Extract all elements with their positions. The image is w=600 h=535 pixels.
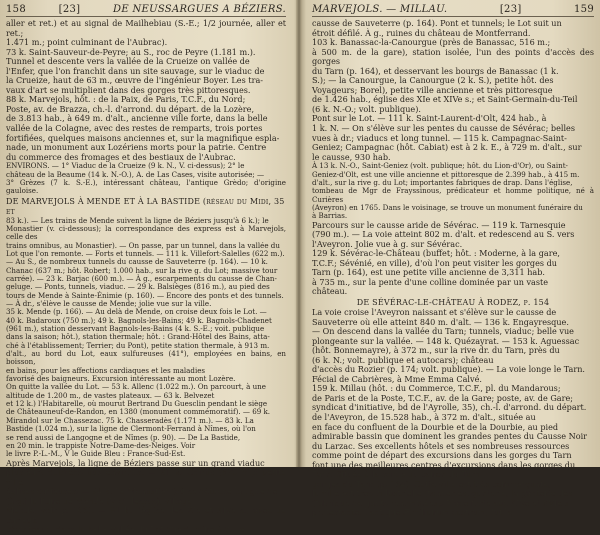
text-line: On quitte la vallée du Lot. — 53 k. Allenc (1.022 m.). On parcourt, à une <box>6 382 266 392</box>
text-line: la ville est très industrielle (tanneries, ganterie, la ganterie des <box>312 488 573 499</box>
text-line: Sauveterre où elle atteint 840 m. d'alt. — 136 k. Engayresque. <box>312 316 569 327</box>
right-page <box>302 0 600 518</box>
text-line: d'alt., au bord du Lot, eaux sulfureuses (41°), employées en bains, en boisson, <box>6 349 286 367</box>
text-line: château de la Beaume (14 k. N.-O.), A. de Las Cases, visite autorisée; — <box>6 169 265 179</box>
text-line: À 13 k. N.-O., Saint-Geniez (volt. publique; hôt. du Lion-d'Or), ou Saint- <box>312 161 568 171</box>
text-line: fortifiées, quelques maisons anciennes et, sur la magnifique espla- <box>6 132 280 143</box>
text-line: 73 k. Saint-Sauveur-de-Peyre; au S., roc de Peyre (1.181 m.). <box>6 46 256 57</box>
text-line: (Aveyron) en 1765. Dans le voisinage, se trouve un monument funéraire du <box>312 202 583 212</box>
text-line: admirable bassin que dominent les grandes pentes du Causse Noir <box>312 431 588 442</box>
text-line: altitude de 1.200 m., de vastes plateaux. — 63 k. Belvezet <box>6 390 215 400</box>
text-line: de Châteauneuf-de-Randon, en 1380 (monument commémoratif). — 69 k. <box>6 407 271 417</box>
text-line: Après Marvejols, la ligne de Béziers passe sur un grand viaduc <box>6 457 265 468</box>
text-line: d'alt., sur la rive g. du Lot; importantes fabriques de drap. Dans l'église, <box>312 177 573 187</box>
text-line: à Barrias. <box>312 211 348 221</box>
text-line: l'Enfer, que l'on franchit dans un site sauvage, sur le viaduc de <box>6 65 265 76</box>
text-line: font une des meilleures centres d'excursions dans les gorges du <box>312 459 576 470</box>
right-page-number: 159 <box>574 4 594 15</box>
text-line: chapiteaux, dans la belle vallée du Lot que domine à g., le <box>6 524 245 535</box>
text-line: vaux d'art se multiplient dans des gorges très pittoresques. <box>6 84 251 95</box>
text-line: Chanac (637 m.; hôt. Robert; 1.000 hab., sur la rive g. du Lot; massive tour <box>6 265 278 275</box>
text-line: en face du confluent de la Dourbie et de la Dourbie, au pied <box>312 421 559 432</box>
left-page-header <box>6 4 286 17</box>
text-line: Geniez; Campagnac (hôt. Cabiat) est à 2 k. E., à 729 m. d'alt., sur <box>312 142 582 153</box>
text-line: en bains, pour les affections cardiaques et les maladies <box>6 365 206 375</box>
text-line: du Larzac. Ses excellents hôtels et ses nombreuses ressources <box>312 440 570 451</box>
text-line: plongeante sur la vallée. — 148 k. Quézayrat. — 153 k. Aguessac <box>312 335 580 346</box>
text-line: d'accès du Rozier (p. 174; volt. publique). — La voie longe le Tarn. <box>312 364 585 375</box>
text-line: Mende, voir p. 166). — 91 k. l'église des XIe et XIVe s., avec de curieux <box>6 505 286 525</box>
text-line: Parcours sur le causse aride de Sévérac. — 119 k. Tarnesquie <box>312 219 566 230</box>
left-section-heading: DE MARVEJOLS À MENDE ET À LA BASTIDE (réseau du Midi, 35 et <box>6 196 285 216</box>
right-section-heading: DE SÉVÉRAC-LE-CHÂTEAU À RODEZ, p. 154 <box>356 297 550 307</box>
right-small-text <box>312 162 594 220</box>
text-line: vallée de la Colagne, avec des restes de remparts, trois portes <box>6 123 263 134</box>
text-line: églises curieuses. — 94 k. Le Monastier (où se détache la ligne de <box>6 486 278 497</box>
right-page-header <box>312 4 594 17</box>
text-line: Tarn (p. 164), est une petite ville ancienne de 3,311 hab. <box>312 267 545 278</box>
text-line: La voie croise l'Aveyron naissant et s'élève sur le causse de <box>312 306 557 317</box>
text-line: carrée). — 23 k. Barjac (600 m.). — À g., escarpements du causse de Chan- <box>6 273 277 283</box>
right-final-text <box>312 308 594 518</box>
text-line: du commerce des fromages et des bestiaux de l'Aubrac. <box>6 151 236 162</box>
text-line: 159 k. Millau (hôt. : du Commerce, T.C.F., pl. du Mandarous; <box>312 383 561 394</box>
text-line: nade, un monument aux Lozériens morts pour la patrie. Centre <box>6 142 267 153</box>
text-line: le causse, 930 hab. <box>312 151 391 162</box>
text-line: Voyageurs; Borel), petite ville ancienne et très pittoresque <box>312 84 553 95</box>
text-line: Geniez-d'Olt, est une ville ancienne et pittoresque de 2.399 hab., à 415 m. <box>312 169 580 179</box>
text-line: à 735 m., sur la pente d'une colline dominée par un vaste <box>312 276 549 287</box>
text-line: (hôt. Bonnemayre), à 372 m., sur la rive dr. du Tarn, près du <box>312 345 560 356</box>
text-line: le livre P.-L.-M., V le Guide Bleu : France-Sud-Est. <box>6 449 186 459</box>
left-final-text <box>6 459 286 535</box>
text-line: tours de Mende à Sainte-Énimie (p. 160). — Encore des ponts et des tunnels. <box>6 290 284 300</box>
text-line: vues à dr.; viaducs et long tunnel. — 115 k. Campagnac-Saint- <box>312 132 567 143</box>
text-line: Poste, av. de Brazza, ch.-l. d'arrond. du départ. de la Lozère, <box>6 103 255 114</box>
left-section-body <box>6 217 286 459</box>
text-line: de 1.426 hab., église des XIe et XIVe s.; et Saint-Germain-du-Teil <box>312 94 578 105</box>
text-line: — À dr., s'élève le causse de Mende; jolie vue sur la ville. <box>6 299 212 309</box>
text-line: 3° Grèzes (7 k. S.-E.), intéressant château, l'antique Grèdo; d'origine gauloise. <box>6 177 286 196</box>
text-line: Monastier (v. ci-dessous); la correspondance des express est à Marvejols, celle des <box>6 223 286 242</box>
text-line: la Crueize, haut de 63 m., œuvre de l'ingénieur Boyer. Les tra- <box>6 75 263 86</box>
text-line: — On descend dans la vallée du Tarn; tunnels, viaduc; belle vue <box>312 326 574 337</box>
text-line: en 20 min. le trappiste Notre-Dame-des-Neiges. Voir <box>6 440 196 450</box>
text-line: T.C.F.; Sévénié, en ville), d'où l'on peut visiter les gorges du <box>312 257 557 268</box>
left-chapter-marker: [23] <box>58 4 81 15</box>
left-page <box>0 0 296 535</box>
right-chapter-marker: [23] <box>499 4 522 15</box>
text-line: ENVIRONS. — 1° Viaduc de la Crueize (9 k. N., V. ci-dessus); 2° le <box>6 161 245 171</box>
text-line: (961 m.), station desservant Bagnols-les-Bains (4 k. S.-E.; voit. publique <box>6 324 265 334</box>
text-line: dans la saison; hôt.), station thermale; hôt. : Grand-Hôtel des Bains, atta- <box>6 332 270 342</box>
text-line: aller et ret.) et au signal de Mailhebiau (S.-E.; 1/2 journée, aller et ret.; <box>6 18 286 38</box>
text-line: 83 k.). — Les trains de Mende suivent la ligne de Béziers jusqu'à 6 k.); le <box>6 215 269 225</box>
text-line: Bastide (1.024 m.), sur la ligne de Clermont-Ferrand à Nîmes, où l'on <box>6 424 256 434</box>
text-line: 1 k. N. — On s'élève sur les pentes du causse de Sévérac; belles <box>312 123 575 134</box>
text-line: du Tarn (p. 164), et desservant les bourgs de Banassac (1 k. <box>312 65 559 76</box>
text-line: tombeau de Mgr de Frayssinous, prédicateur et homme politique, né à Curières <box>312 186 594 204</box>
text-line: favorisé des baigneurs. Excursion intéressante au mont Lozère. <box>6 374 236 384</box>
text-line: trains omnibus, au Monastier). — On passe, par un tunnel, dans la vallée du <box>6 240 280 250</box>
left-environs <box>6 162 286 195</box>
text-line: protestante, l'antique Æmilianum castrum, fut la <box>312 507 513 518</box>
text-line: (à g.) la ligne de Mende (V. ci-dessus), village <box>6 495 193 506</box>
text-line: Tunnel et descente vers la vallée de la Crueize on vallée de <box>6 56 250 67</box>
text-line: (fabrique de gants renommées). Place forte aux XIVe et XVIe s. <box>312 497 572 508</box>
text-line: 103 k. Banassac-la-Canourgue (près de Banassac, 516 m.; <box>312 37 551 48</box>
text-line: de Paris et de la Poste, T.C.F., av. de la Gare; poste, av. de Gare; <box>312 392 574 403</box>
text-line: 129 k. Sévérac-le-Château (buffet; hôt. : Moderne, à la gare, <box>312 248 560 259</box>
text-line: se rend aussi de Langogne et de Nîmes (p. 90). — De La Bastide, <box>6 432 241 442</box>
text-line: S.); — la Canourgue, la Canourgue (2 k. S.), petite hôt. des <box>312 75 554 86</box>
text-line: de l'Aveyron, de 15.528 hab., à 372 m. d'alt., située au <box>312 412 536 422</box>
text-line: étroit défilé. À g., ruines du château de Montferrand. <box>312 27 531 38</box>
text-line: comme point de départ des excursions dans les gorges du Tarn <box>312 450 572 461</box>
text-line: Pont sur le Lot. — 111 k. Saint-Laurent-d'Olt, 424 hab., à <box>312 113 547 124</box>
text-line: ché à l'établissement; Terrier; du Pont), petite station thermale, à 913 m. <box>6 340 270 350</box>
text-line: — Au S., de nombreux tunnels du causse de Sauveterre (p. 164). — 10 k. <box>6 257 268 267</box>
right-mid-text <box>312 221 594 297</box>
text-line: et 12 k.) l'Habitarelle, où mourut Bertrand Du Guesclin pendant le siège <box>6 399 268 409</box>
text-line: (6 k. N.; volt. publique et autocars); château <box>312 354 494 365</box>
text-line: syndicat d'initiative, bd de l'Ayrolle, 35), ch.-l. d'arrond. du départ. <box>312 402 587 413</box>
text-line: 88 k. Marvejols, hôt. : de la Paix, de Paris, T.C.F., du Nord; <box>6 94 246 105</box>
text-line: Fécial de Cabrières, à Mme Emma Calvé. <box>312 373 482 384</box>
right-running-title: MARVEJOLS. — MILLAU. <box>312 4 448 15</box>
text-line: à 500 m. de la gare), station isolée, l'un des points d'accès des gorges <box>312 46 594 67</box>
left-page-number: 158 <box>6 4 26 15</box>
text-line: Tarn. Située à la sortie du canon du Tarn <box>312 469 480 480</box>
text-line: geluge. — Ponts, tunnels, viaduc. — 29 k. Balsièges (816 m.), au pied des <box>6 282 270 292</box>
text-line: gorges du Tarn (p. 164). Cette ville est très commerçante, <box>312 478 551 489</box>
text-line: Mirandol sur le Chassezac. 75 k. Chasseradès (1.171 m.). — 83 k. La <box>6 415 254 425</box>
text-line: (790 m.). — La voie atteint 802 m. d'alt. et redescend au S. vers <box>312 229 575 240</box>
left-main-text <box>6 19 286 162</box>
text-line: plusieurs dolmens aux environs. — 91 k. Chirac (630 m.); petite ville <box>6 467 286 487</box>
text-line: 1.471 m.; point culminant de l'Aubrac). <box>6 37 168 48</box>
text-line: de 3.813 hab., à 649 m. d'alt., ancienne ville forte, dans la belle <box>6 113 268 124</box>
text-line: château. <box>312 286 348 297</box>
text-line: 40 k. Badaroux (750 m.); 49 k. Bagnols-les-Bains; 49 k. Bagnols-Chadenet <box>6 315 272 325</box>
left-running-title: DE NEUSSARGUES A BÉZIERS. <box>113 4 286 15</box>
text-line: causse de Sauveterre (p. 164). Pont et tunnels; le Lot suit un <box>312 18 562 28</box>
right-main-text <box>312 19 594 162</box>
text-line: (6 k. N.-O.; volt. publique). <box>312 103 421 114</box>
text-line: 35 k. Mende (p. 166). — Au delà de Mende, on croise deux fois le Lot. — <box>6 307 267 317</box>
text-line: l'Aveyron. Jolie vue à g. sur Sévérac. <box>312 238 463 249</box>
text-line: Lot que l'on remonte. — Forts et tunnels. — 111 k. Villefort-Salelles (622 m.). <box>6 248 285 258</box>
